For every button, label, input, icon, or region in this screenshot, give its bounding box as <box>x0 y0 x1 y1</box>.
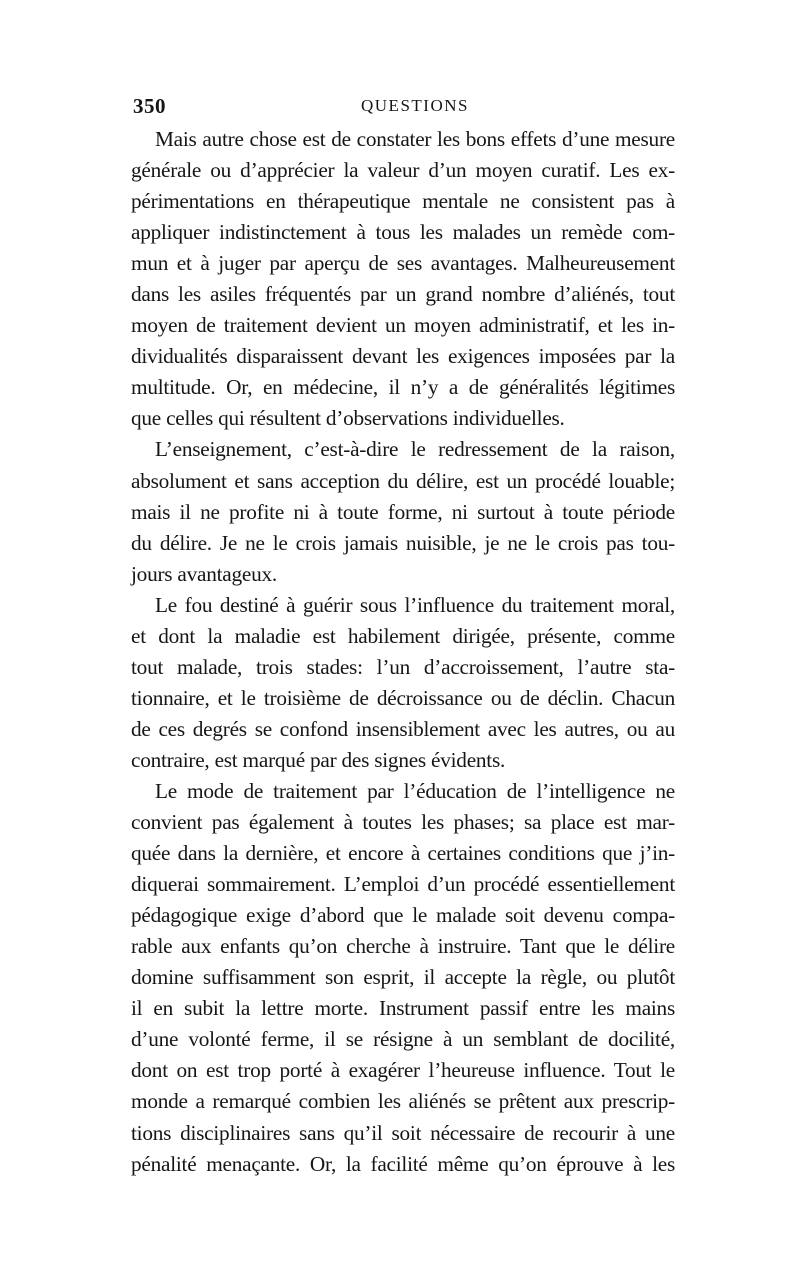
text-line: Mais autre chose est de constater les bons effets d’une mesure <box>155 127 675 151</box>
text-line: dividualités disparaissent devant les exigences imposées par la <box>131 344 675 369</box>
text-line: dont on est trop porté à exagérer l’heureuse influence. Tout le <box>131 1058 675 1083</box>
text-line: convient pas également à toutes les phases; sa place est mar- <box>131 810 675 835</box>
text-line: monde a remarqué combien les aliénés se prêtent aux prescrip- <box>131 1089 675 1114</box>
text-line: tionnaire, et le troisième de décroissance ou de déclin. Chacun <box>131 685 675 710</box>
text-line: Le mode de traitement par l’éducation de l’intelligence ne <box>155 778 675 803</box>
text-line: quée dans la dernière, et encore à certaines conditions que j’in- <box>131 841 675 866</box>
text-line: d’une volonté ferme, il se résigne à un semblant de docilité, <box>131 1027 675 1052</box>
text-line: dans les asiles fréquentés par un grand nombre d’aliénés, tout <box>131 282 675 307</box>
text-line: du délire. Je ne le crois jamais nuisible, je ne le crois pas tou- <box>131 530 675 555</box>
page-header <box>133 94 673 122</box>
text-line: absolument et sans acception du délire, est un procédé louable; <box>131 468 675 493</box>
text-line: et dont la maladie est habilement dirigée, présente, comme <box>131 623 675 648</box>
paragraph <box>131 434 675 589</box>
text-line: mais il ne profite ni à toute forme, ni surtout à toute période <box>131 499 675 524</box>
text-line: il en subit la lettre morte. Instrument passif entre les mains <box>131 996 675 1021</box>
text-line: appliquer indistinctement à tous les malades un remède com- <box>131 220 675 245</box>
text-line: diquerai sommairement. L’emploi d’un procédé essentiellement <box>131 872 675 897</box>
text-line: tout malade, trois stades: l’un d’accroissement, l’autre sta- <box>131 654 675 679</box>
text-line: tions disciplinaires sans qu’il soit nécessaire de recourir à une <box>131 1120 675 1145</box>
text-line: domine suffisamment son esprit, il accepte la règle, ou plutôt <box>131 965 675 990</box>
text-line: multitude. Or, en médecine, il n’y a de généralités légitimes <box>131 375 675 400</box>
text-line: pénalité menaçante. Or, la facilité même qu’on éprouve à les <box>131 1151 675 1176</box>
paragraph <box>131 124 675 434</box>
text-line: jours avantageux. <box>131 561 277 586</box>
text-line: pédagogique exige d’abord que le malade soit devenu compa- <box>131 903 675 928</box>
text-line: Le fou destiné à guérir sous l’influence du traitement moral, <box>155 592 675 617</box>
body-text <box>131 124 675 1180</box>
text-line: mun et à juger par aperçu de ses avantages. Malheureusement <box>131 251 675 276</box>
text-line: que celles qui résultent d’observations individuelles. <box>131 406 565 431</box>
text-line: contraire, est marqué par des signes évidents. <box>131 747 506 772</box>
text-line: générale ou d’apprécier la valeur d’un moyen curatif. Les ex- <box>131 158 675 183</box>
text-line: périmentations en thérapeutique mentale ne consistent pas à <box>131 189 675 214</box>
text-line: de ces degrés se confond insensiblement avec les autres, ou au <box>131 716 675 741</box>
text-line: rable aux enfants qu’on cherche à instruire. Tant que le délire <box>131 934 675 959</box>
running-head: QUESTIONS <box>361 96 469 115</box>
page-number: 350 <box>133 94 166 118</box>
paragraph <box>131 590 675 776</box>
text-line: moyen de traitement devient un moyen administratif, et les in- <box>131 313 675 338</box>
text-line: L’enseignement, c’est-à-dire le redressement de la raison, <box>155 437 675 462</box>
paragraph <box>131 776 675 1180</box>
